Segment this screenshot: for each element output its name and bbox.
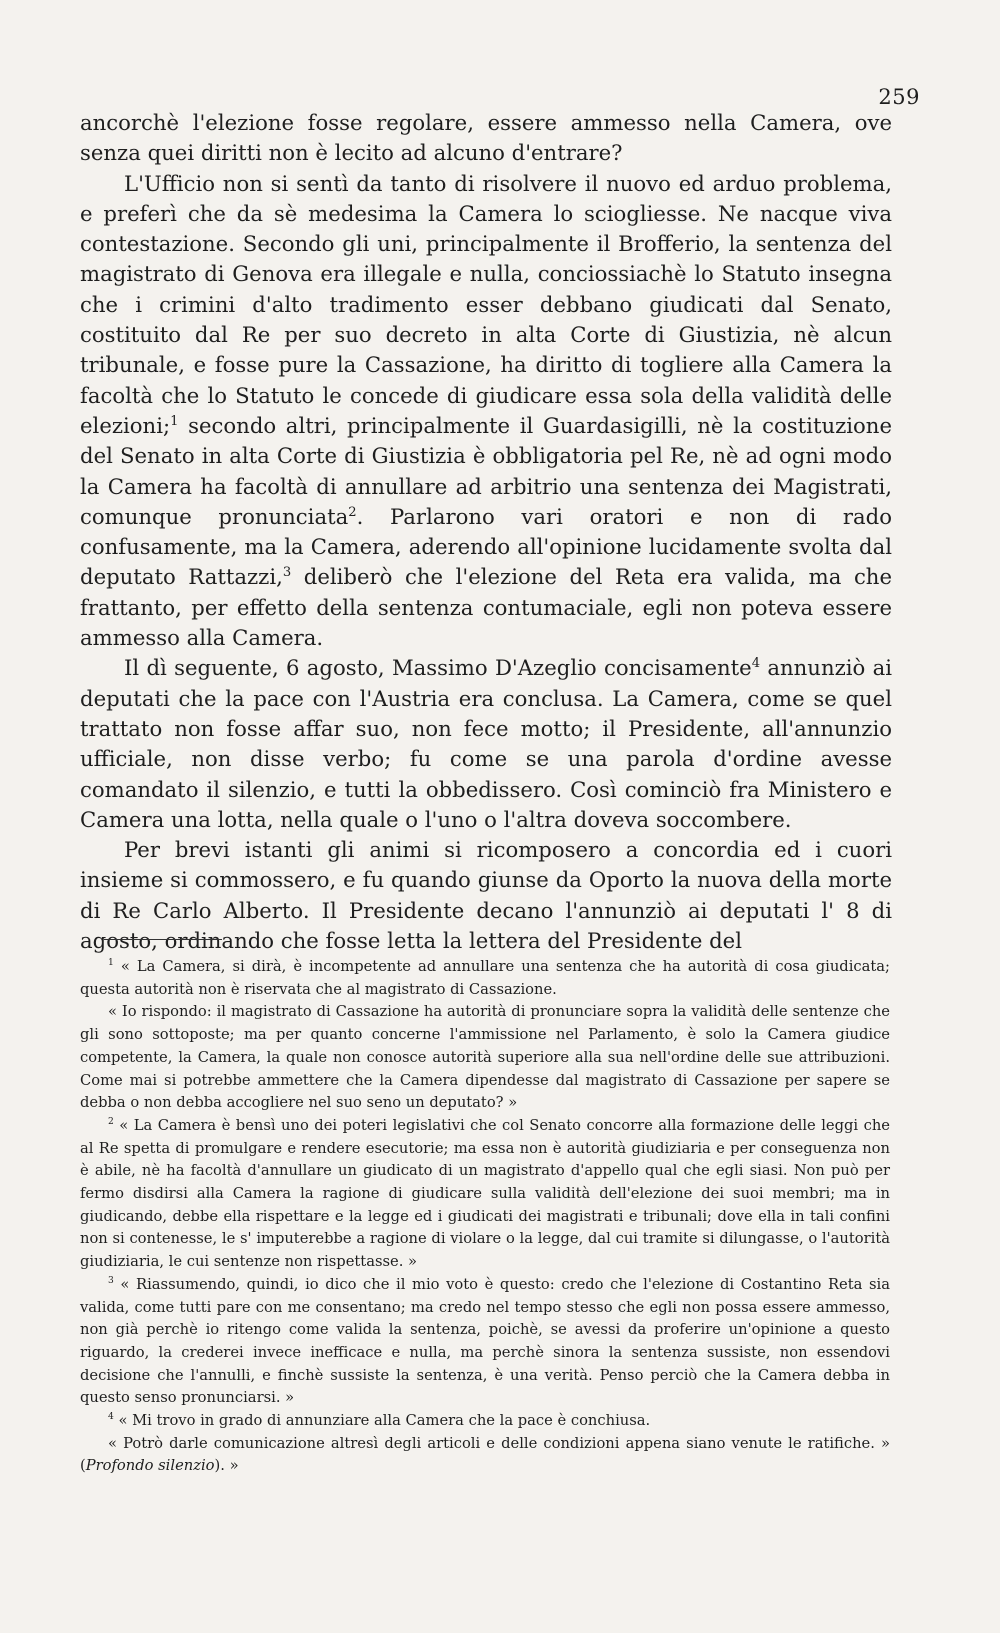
footnote-3-text: « Riassumendo, quindi, io dico che il mio voto è questo: credo che l'elezione di Costantino Reta sia valida, come tutti pare con me consentano; ma credo nel tempo stesso che egli non possa essere ammesso, non già perchè io ritengo come valida la sentenza, poichè, se avessi da proferire un'opinione a questo riguardo, la crederei invece inefficace e nulla, ma perchè sinora la sentenza sussiste, non essendovi decisione che l'annulli, e finchè sussiste la sentenza, è una verità. Penso perciò che la Camera debba in questo senso pronunciarsi. »: [80, 1275, 890, 1407]
footnote-3-mark: 3: [108, 1275, 114, 1286]
footnote-4-text-b: « Potrò darle comunicazione altresì degli articoli e delle condizioni appena siano venute le ratifiche. » (: [80, 1434, 890, 1475]
paragraph-2: [80, 169, 892, 654]
footnote-1-mark: 1: [108, 958, 114, 969]
paragraph-2-text-c: . Parlarono vari oratori e non di rado confusamente, ma la Camera, aderendo all'opinione lucidamente svolta dal deputato Rattazzi,: [80, 503, 892, 590]
footnote-4-text-a: « Mi trovo in grado di annunziare alla Camera che la pace è conchiusa.: [113, 1412, 651, 1430]
page-number: 259: [878, 85, 920, 109]
paragraph-1: [80, 108, 892, 169]
paragraph-2-text-a: L'Ufficio non si sentì da tanto di risolvere il nuovo ed arduo problema, e preferì che da sè medesima la Camera lo sciogliesse. Ne nacque viva contestazione. Secondo gli uni, principalmente il Brofferio, la sentenza del magistrato di Genova era illegale e nulla, conciossiachè lo Statuto insegna che i crimini d'alto tradimento esser debbano giudicati dal Senato, costituito dal Re per suo decreto in alta Corte di Giustizia, nè alcun tribunale, e fosse pure la Cassazione, ha diritto di togliere alla Camera la facoltà che lo Statuto le concede di giudicare essa sola della validità delle elezioni;: [80, 170, 892, 438]
footnote-ref-3: 3: [282, 565, 292, 581]
paragraph-2-text-b: secondo altri, principalmente il Guardasigilli, nè la costituzione del Senato in alta Corte di Giustizia è obbligatoria pel Re, nè ad ogni modo la Camera ha facoltà di annullare ad arbitrio una sentenza dei Magistrati, comunque pronunciata: [80, 412, 892, 529]
footnote-1-text-a: « La Camera, si dirà, è incompetente ad annullare una sentenza che ha autorità di cosa giudicata; questa autorità non è riservata che al magistrato di Cassazione.: [80, 958, 890, 998]
footnotes: [80, 956, 890, 1478]
paragraph-2-text-d: deliberò che l'elezione del Reta era valida, ma che frattanto, per effetto della sentenza contumaciale, egli non poteva essere ammesso alla Camera.: [80, 564, 892, 651]
paragraph-1-text: ancorchè l'elezione fosse regolare, essere ammesso nella Camera, ove senza quei diritti non è lecito ad alcuno d'entrare?: [80, 110, 892, 166]
footnote-1: [80, 956, 890, 1001]
paragraph-3-text-a: Il dì seguente, 6 agosto, Massimo D'Azeglio concisamente: [124, 655, 752, 681]
main-text: [80, 108, 892, 956]
footnote-4-text-c: ). »: [214, 1457, 239, 1475]
footnote-divider: [104, 939, 222, 940]
footnote-2: [80, 1115, 890, 1274]
footnote-ref-4: 4: [751, 656, 761, 672]
footnote-4: [80, 1410, 890, 1433]
footnote-1-text-b: « Io rispondo: il magistrato di Cassazione ha autorità di pronunciare sopra la validità delle sentenze che gli sono sottoposte; ma per quanto concerne l'ammissione nel Parlamento, è solo la Camera giudice competente, la Camera, la quale non conosce autorità superiore alla sua nell'ordine delle sue attribuzioni. Come mai si potrebbe ammettere che la Camera dipendesse dal magistrato di Cassazione per sapere se debba o non debba accogliere nel suo seno un deputato? »: [80, 1003, 890, 1112]
footnote-ref-1: 1: [170, 413, 179, 429]
footnote-ref-2: 2: [348, 504, 357, 520]
footnote-1-continued: [80, 1001, 890, 1115]
paragraph-3-text-b: annunziò ai deputati che la pace con l'Austria era conclusa. La Camera, come se quel trattato non fosse affar suo, non fece motto; il Presidente, all'annunzio ufficiale, non disse verbo; fu come se una parola d'ordine avesse comandato il silenzio, e tutti la obbedissero. Così cominciò fra Ministero e Camera una lotta, nella quale o l'uno o l'altra doveva soccombere.: [80, 655, 893, 832]
paragraph-4-text: Per brevi istanti gli animi si ricomposero a concordia ed i cuori insieme si commossero, e fu quando giunse da Oporto la nuova della morte di Re Carlo Alberto. Il Presidente decano l'annunziò ai deputati l' 8 di agosto, ordinando che fosse letta la lettera del Presidente del: [80, 837, 892, 954]
footnote-4-continued: [80, 1433, 890, 1478]
footnote-4-italic: Profondo silenzio: [85, 1457, 215, 1475]
footnote-2-text: « La Camera è bensì uno dei poteri legislativi che col Senato concorre alla formazione delle leggi che al Re spetta di promulgare e rendere esecutorie; ma essa non è autorità giudiziaria e per conseguenza non è abile, nè ha facoltà d'annullare un giudicato di un magistrato d'appello qual che egli siasi. Non può per fermo disdirsi alla Camera la ragione di giudicare sulla validità dell'elezione dei suoi membri; ma in giudicando, debbe ella rispettare e la legge ed i giudicati dei magistrati e tribunali; dove ella in tali confini non si contenesse, le s' imputerebbe a ragione di violare o la legge, dal cui tramite si dilungasse, o l'autorità giudiziaria, le cui sentenze non rispettasse. »: [80, 1116, 890, 1271]
footnote-3: [80, 1274, 890, 1410]
footnote-2-mark: 2: [108, 1117, 114, 1128]
footnote-4-mark: 4: [108, 1412, 114, 1423]
paragraph-3: [80, 653, 892, 835]
